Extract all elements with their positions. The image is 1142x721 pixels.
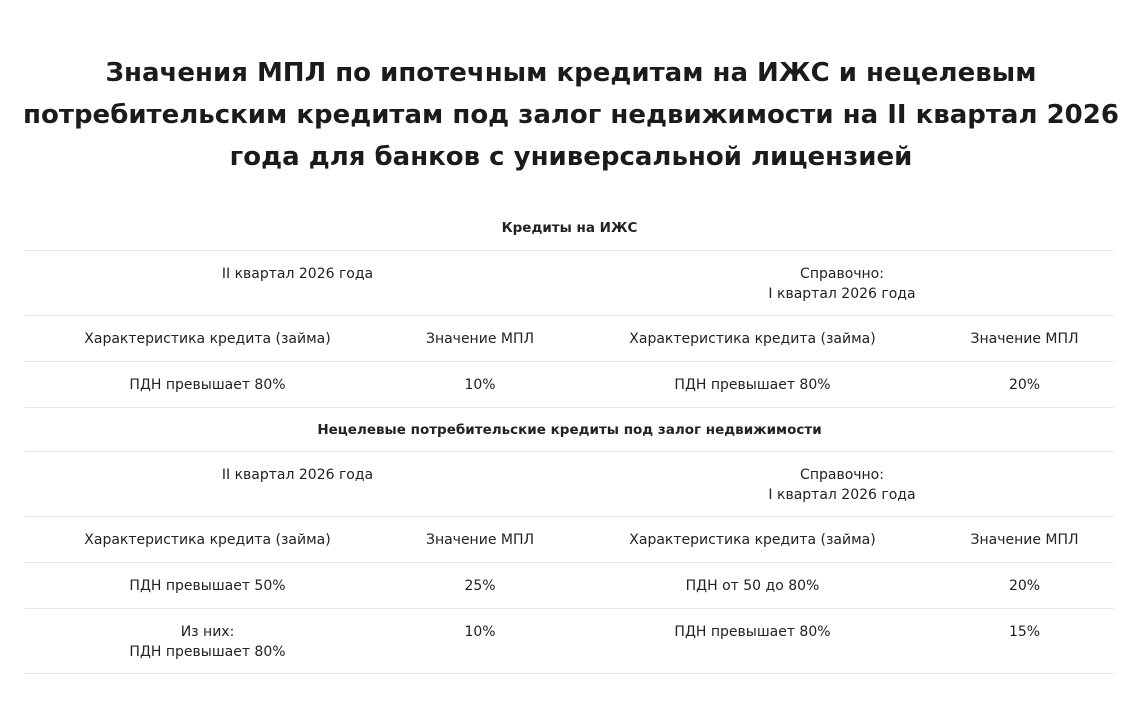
column-header: Характеристика кредита (займа) [25,516,390,562]
column-header: Характеристика кредита (займа) [570,516,935,562]
section-heading-izhs: Кредиты на ИЖС [25,206,1114,250]
section-heading-row [25,407,1114,451]
column-header-row [25,315,1114,361]
table-cell: ПДН превышает 80% [25,361,390,407]
period-row [25,451,1114,516]
table-cell: ПДН превышает 50% [25,562,390,608]
column-header: Значение МПЛ [390,516,570,562]
table-row [25,562,1114,608]
table-cell: 20% [935,361,1114,407]
period-reference [570,451,1114,516]
period-row [25,250,1114,315]
table-cell: ПДН превышает 80% [570,608,935,673]
table-cell-label: Из них: [180,623,235,640]
section-heading-nontarget: Нецелевые потребительские кредиты под залог недвижимости [25,407,1114,451]
period-current: II квартал 2026 года [25,250,570,315]
title-line-1: Значения МПЛ по ипотечным кредитам на ИЖС и нецелевым [105,58,1037,88]
period-reference [570,250,1114,315]
title-line-3: года для банков с универсальной лицензией [229,142,913,172]
table-cell: 10% [390,608,570,673]
table-cell: 15% [935,608,1114,673]
period-reference-label: Справочно: [800,265,884,282]
column-header: Характеристика кредита (займа) [25,315,390,361]
column-header: Значение МПЛ [935,315,1114,361]
column-header: Значение МПЛ [390,315,570,361]
page-title [20,52,1122,178]
table-row [25,608,1114,673]
period-reference-label: Справочно: [800,466,884,483]
column-header: Значение МПЛ [935,516,1114,562]
period-reference-value: I квартал 2026 года [768,486,916,503]
column-header: Характеристика кредита (займа) [570,315,935,361]
title-line-2: потребительским кредитам под залог недвижимости на II квартал 2026 [23,100,1119,130]
mpl-table-container [25,206,1114,674]
period-reference-value: I квартал 2026 года [768,285,916,302]
column-header-row [25,516,1114,562]
table-cell [25,608,390,673]
period-current: II квартал 2026 года [25,451,570,516]
mpl-table [25,206,1114,674]
section-heading-row [25,206,1114,250]
table-cell: ПДН превышает 80% [570,361,935,407]
table-cell: ПДН от 50 до 80% [570,562,935,608]
table-cell: 10% [390,361,570,407]
table-cell: 20% [935,562,1114,608]
table-cell-value: ПДН превышает 80% [129,643,286,660]
table-row [25,361,1114,407]
table-cell: 25% [390,562,570,608]
